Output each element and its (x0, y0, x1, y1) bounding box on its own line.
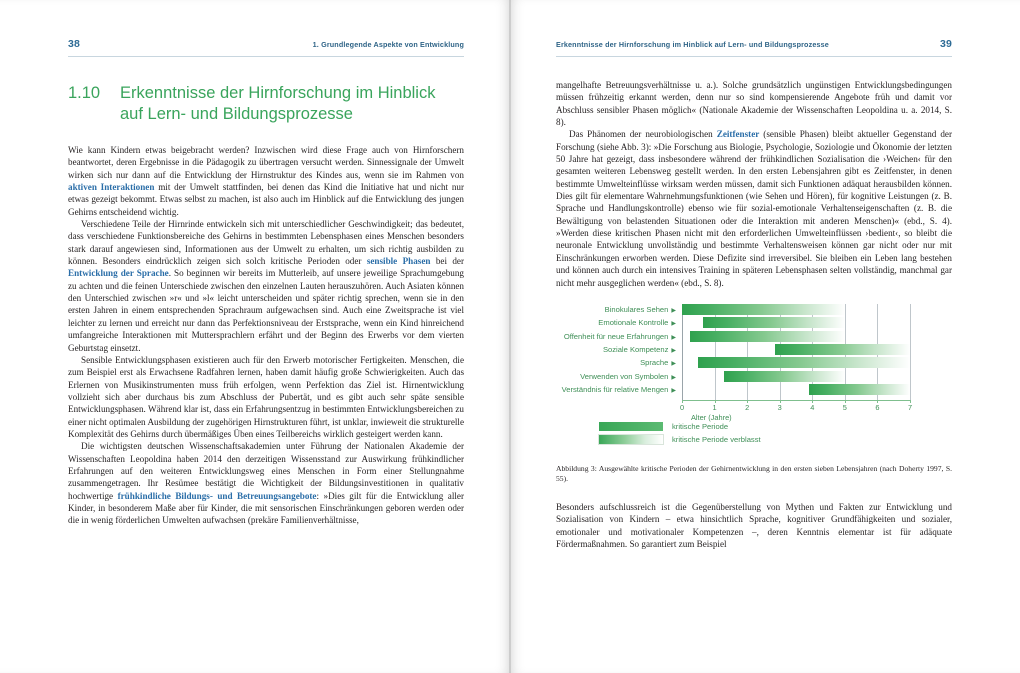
chart-category-label: Sprache ▶ (640, 358, 676, 368)
chapter-heading (68, 83, 464, 125)
left-p4-text-a: Die wichtigsten deutschen Wissenschaftsakademien unter Führung der Nationalen Akademie der Wissenschaften Leopoldina haben 2014 den derzeitigen Wissensstand zur Auswirkung frühkindlicher Erfahrungen auf den weiteren Entwicklungsweg eines Menschen in Form einer Stellungnahme zusammengetragen. Ihr Resümee bestätigt die Wichtigkeit der Bildungsinvestitionen in qualitativ hochwertige (68, 441, 464, 501)
left-running-head (68, 38, 464, 51)
legend-swatch-faded (598, 434, 664, 445)
figure-3 (556, 302, 952, 452)
link-fruehkindliche-bildungsangebote[interactable]: frühkindliche Bildungs- und Betreuungsangebote (117, 490, 317, 501)
left-paragraph-4 (68, 440, 464, 526)
chart-bar (724, 371, 845, 382)
legend-swatch-solid (598, 421, 664, 432)
chart-category-label: Verwenden von Symbolen ▶ (580, 371, 676, 381)
left-paragraph-1 (68, 144, 464, 218)
chart-label-arrow-icon: ▶ (671, 307, 676, 314)
left-paragraph-3: Sensible Entwicklungsphasen existieren auch für den Erwerb motorischer Fertigkeiten. Menschen, die zum Beispiel erst als Erwachsene Radfahren lernen, haben damit häufig große Schwierigkeiten. Auch das Erlernen von Musikinstrumenten muss früh erfolgen, wenn Perfektion das Ziel ist. Hirnentwicklung vollzieht sich aber durchaus bis zum Abschluss der Pubertät, und es gibt auch sehr späte sensible Entwicklungsphasen. Während klar ist, dass ein Erfahrungsentzug in bestimmten Entwicklungsbereichen zu einer nicht optimalen Ausbildung der zugehörigen Hirnstrukturen führt, ist unklar, inwieweit die strukturelle Komplexität des Gehirns durch übermäßiges Üben eines Teilbereichs wirklich gesteigert werden kann. (68, 354, 464, 439)
left-p2-text-a: Verschiedene Teile der Hirnrinde entwickeln sich mit unterschiedlicher Geschwindigkeit; das bedeutet, dass verschiedene Funktionsbereiche des Gehirns in bestimmten Lebensphasen eines Menschen besonders stark darauf angewiesen sind, Informationen aus der Umwelt zu erhalten, um sich richtig ausbilden zu können. Besonders eindrücklich zeigen sich solch kritische Perioden oder (68, 219, 464, 267)
chart-bar (809, 384, 910, 395)
chart-x-tick-label: 2 (745, 402, 750, 412)
right-p2-text-b: (sensible Phasen) bleibt aktueller Gegenstand der Forschung (siehe Abb. 3): »Die Forschung aus Biologie, Psychologie, Soziologie und Ökonomie der letzten 50 Jahre hat gezeigt, dass insbesondere während der frühkindlichen Sozialisation die ›Weichen‹ für den gesamten weiteren Lebensweg gestellt werden. In den ersten Lebensjahren gibt es Zeitfenster, in denen bestimmte Umwelteinflüsse wirksam werden müssen, damit sich Funktionen adäquat herausbilden können. Dies gilt für elementare Wahrnehmungsfunktionen (wie Sehen und Hören), für kognitive Leistungen (z. B. Sprache und Handlungskontrolle) ebenso wie für sozial-emotionale Verhaltenseigenschaften (z. B. die Bewältigung von belastenden Situationen oder die Interaktion mit anderen Menschen)« (ebd., S. 4). »Werden diese kritischen Phasen nicht mit den erforderlichen Umwelteinflüssen ›bedient‹, so bleibt die neuronale Entwicklung unvollständig und bestimmte Verhaltensweisen können gar nicht oder nur mit Einschränkungen erworben werden. Diese Defizite sind irreversibel. Sie bleiben ein Leben lang bestehen und können auch durch ein intensives Training in späteren Lebensphasen selten vollständig, manchmal gar nicht mehr ausgeglichen werden« (ebd., S. 8). (556, 129, 952, 288)
left-p1-text-a: Wie kann Kindern etwas beigebracht werden? Inzwischen wird diese Frage auch von Hirnforschern beantwortet, deren Ergebnisse in die Pädagogik zu übertragen versucht werden. Sinnessignale der Umwelt wirken sich nur dann auf die Entwicklung der Hirnstruktur des Kindes aus, wenn sie im Rahmen von (68, 145, 464, 180)
chart-bar (703, 317, 845, 328)
chart-bar (698, 357, 910, 368)
legend-entry-solid (598, 421, 761, 432)
right-running-head (556, 38, 952, 51)
chapter-title (120, 83, 435, 125)
right-head-rule (556, 56, 952, 57)
chart-x-tick-label: 5 (842, 402, 847, 412)
left-folio: 38 (68, 38, 80, 50)
chart-category-label: Soziale Kompetenz ▶ (602, 345, 676, 355)
right-paragraph-1: mangelhafte Betreuungsverhältnisse u. a.). Solche grundsätzlich ungünstigen Entwicklungsbedingungen müssen frühzeitig erkannt werden, denn nur so sind kompensierende Angebote früh und damit vor Abschluss sensibler Phasen möglich« (Nationale Akademie der Wissenschaften Leopoldina u. a. 2014, S. 8). (556, 80, 952, 128)
chart-label-arrow-icon: ▶ (671, 361, 676, 368)
chart-row (556, 344, 952, 355)
legend-entry-faded (598, 434, 761, 445)
figure-caption: Abbildung 3: Ausgewählte kritische Perioden der Gehirnentwicklung in den ersten sieben Lebensjahren (nach Doherty 1997, S. 55). (556, 463, 952, 484)
right-page (510, 0, 1020, 673)
left-p4-text-b: : »Dies gilt für die Entwicklung aller Kinder, in besonderem Maße aber für Kinder, die mit sensorischen Einschränkungen geboren werden oder die in wenig förderlichen Umwelten aufwachsen (prekäre Familienverhältnisse, (68, 490, 465, 526)
left-p2-text-c: . So beginnen wir bereits im Mutterleib, auf unsere jeweilige Sprachumgebung zu achten und die feinen Unterschiede zwischen den einzelnen Lauten herauszuhören. Auch Asiaten können den Unterschied zwischen »r« und »l« leicht unterscheiden und später richtig sprechen, wenn sie in den ersten Jahren in einem entsprechenden Sprachraum aufgewachsen sind. Auch eine Zweitsprache ist viel leichter zu lernen und erreicht nur dann das Perfektionsniveau der Erstsprache, wenn ein Kind hinreichend umfangreiche Interaktionen mit Muttersprachlern erfährt und der Beginn des Erwerbs vor dem vierten Geburtstag einsetzt. (68, 268, 464, 353)
chart-bar (775, 344, 910, 355)
right-folio: 39 (940, 38, 952, 50)
chart-row (556, 331, 952, 342)
chart-label-arrow-icon: ▶ (671, 348, 676, 355)
chart-category-label: Binokulares Sehen ▶ (604, 304, 676, 314)
chart-x-tick-label: 7 (907, 402, 913, 412)
chart-label-arrow-icon: ▶ (671, 334, 676, 341)
chart-x-tick-label: 6 (875, 402, 880, 412)
chart-x-axis-label: Alter (Jahre) (690, 412, 732, 422)
left-running-title: 1. Grundlegende Aspekte von Entwicklung (312, 40, 464, 49)
link-entwicklung-der-sprache[interactable]: Entwicklung der Sprache (68, 268, 169, 279)
link-aktive-interaktionen[interactable]: aktiven Interaktionen (68, 182, 155, 193)
chart-category-label: Verständnis für relative Mengen ▶ (561, 385, 676, 395)
legend-label-solid: kritische Periode (672, 421, 729, 431)
chapter-number: 1.10 (68, 84, 101, 102)
chapter-title-line-1: Erkenntnisse der Hirnforschung im Hinblick (120, 84, 436, 102)
chart-x-tick-label: 0 (679, 402, 685, 412)
chart-x-tick-label: 4 (810, 402, 815, 412)
right-paragraph-3: Besonders aufschlussreich ist die Gegenüberstellung von Mythen und Fakten zur Entwicklung und Sozialisation von Kindern – etwa hinsichtlich Sprache, kognitiver Grundfähigkeiten und sozialer, emotionaler und motivationaler Kompetenzen –, deren Kenntnis elementar ist für adäquate Fördermaßnahmen. So garantiert zum Beispiel (556, 501, 952, 549)
right-running-title: Erkenntnisse der Hirnforschung im Hinblick auf Lern- und Bildungsprozesse (556, 40, 829, 49)
chart-label-arrow-icon: ▶ (671, 321, 676, 328)
book-gutter (509, 0, 511, 673)
right-p2-text-a: Das Phänomen der neurobiologischen (569, 129, 717, 140)
chapter-title-line-2: auf Lern- und Bildungsprozesse (120, 105, 353, 123)
left-paragraph-2 (68, 218, 464, 354)
chart-row (556, 371, 952, 382)
left-p2-text-b: bei der (430, 256, 464, 267)
chart-row (556, 304, 952, 315)
legend-label-faded: kritische Periode verblasst (672, 434, 761, 444)
chart-x-tick-label: 1 (712, 402, 717, 412)
right-paragraph-2 (556, 128, 952, 288)
chart-category-label: Offenheit für neue Erfahrungen ▶ (563, 331, 676, 341)
chart-bar (682, 304, 845, 315)
chart-row (556, 317, 952, 328)
chart-category-label: Emotionale Kontrolle ▶ (598, 318, 676, 328)
link-sensible-phasen[interactable]: sensible Phasen (366, 256, 431, 267)
left-head-rule (68, 56, 464, 57)
left-p1-text-b: mit der Umwelt stattfinden, bei denen das Kind die Initiative hat und nicht nur etwas gezeigt bekommt. Etwas selbst zu machen, ist also auch im Hinblick auf die Entwicklung des jungen Gehirns entscheidend wichtig. (68, 182, 464, 217)
chart-row (556, 384, 952, 395)
chart-bar (690, 331, 845, 342)
chart-label-arrow-icon: ▶ (671, 374, 676, 381)
link-zeitfenster[interactable]: Zeitfenster (716, 129, 760, 140)
chart-x-tick-label: 3 (777, 402, 782, 412)
critical-periods-chart (556, 302, 952, 422)
chart-label-arrow-icon: ▶ (671, 388, 676, 395)
chart-row (556, 357, 952, 368)
chart-legend (598, 421, 761, 447)
